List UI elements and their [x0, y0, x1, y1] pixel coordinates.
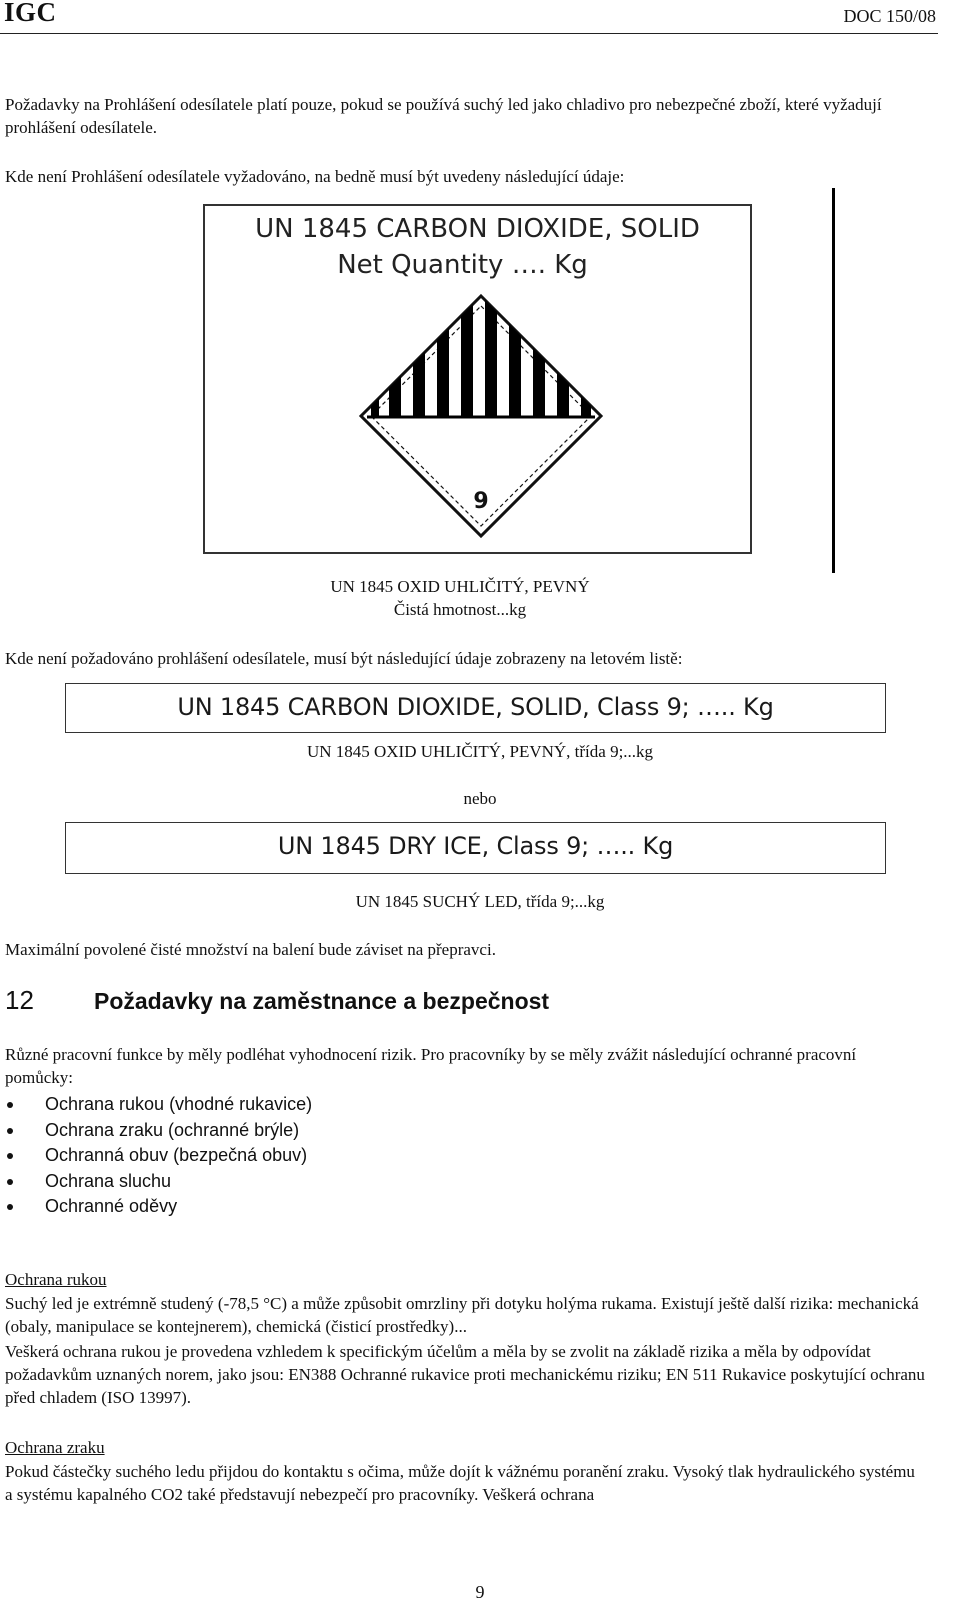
class-number: 9: [473, 489, 489, 514]
eye-protection-heading: Ochrana zraku: [5, 1438, 105, 1457]
max-quantity-note: Maximální povolené čisté množství na balení bude záviset na přepravci.: [5, 940, 496, 959]
header-divider: [0, 33, 938, 34]
section-intro: Různé pracovní funkce by měly podléhat vyhodnocení rizik. Pro pracovníky by se měly zvážit následující ochranné pracovní pomůcky:: [5, 1045, 857, 1087]
airwaybill-strip-dry-ice: UN 1845 DRY ICE, Class 9; ….. Kg: [65, 822, 886, 874]
list-item: Ochranná obuv (bezpečná obuv): [5, 1143, 312, 1169]
bullet-icon: [7, 1153, 13, 1159]
airwaybill-caption-co2: UN 1845 OXID UHLIČITÝ, PEVNÝ, třída 9;...kg: [306, 742, 654, 761]
label-line-1: UN 1845 CARBON DIOXIDE, SOLID: [255, 214, 700, 244]
package-marking-label: [203, 204, 752, 554]
hand-protection-paragraph-1: Suchý led je extrémně studený (-78,5 °C) a může způsobit omrzliny při dotyku holýma rukama. Existují ještě další rizika: mechanická (obaly, manipulace se kontejnerem), chemická (čisticí prostředky)...: [5, 1294, 919, 1336]
class-9-hazard-diamond-icon: [351, 286, 611, 546]
eye-protection-paragraph: Pokud částečky suchého ledu přijdou do kontaktu s očima, může dojít k vážnému poranění zraku. Vysoký tlak hydraulického systému a systému kapalného CO2 také představují nebezpečí pro pracovníky. Veškerá ochrana: [5, 1462, 915, 1504]
section-number: 12: [5, 985, 34, 1015]
page-number: 9: [475, 1582, 485, 1602]
airwaybill-caption-dry-ice: UN 1845 SUCHÝ LED, třída 9;...kg: [355, 892, 605, 911]
revision-change-bar: [832, 188, 835, 573]
airwaybill-strip-co2: UN 1845 CARBON DIOXIDE, SOLID, Class 9; ….. Kg: [65, 683, 886, 733]
list-item: Ochrana zraku (ochranné brýle): [5, 1118, 312, 1144]
label-line-2: Net Quantity …. Kg: [337, 250, 588, 280]
label-caption-line-2: Čistá hmotnost...kg: [393, 600, 527, 619]
list-item: Ochranné oděvy: [5, 1194, 312, 1220]
ppe-list: [5, 1092, 312, 1220]
list-item: Ochrana sluchu: [5, 1169, 312, 1195]
list-item: Ochrana rukou (vhodné rukavice): [5, 1092, 312, 1118]
hand-protection-heading: Ochrana rukou: [5, 1270, 107, 1289]
section-title: Požadavky na zaměstnance a bezpečnost: [94, 988, 550, 1014]
intro-paragraph: Požadavky na Prohlášení odesílatele platí pouze, pokud se používá suchý led jako chladivo pro nebezpečné zboží, které vyžadují prohlášení odesílatele.: [5, 95, 882, 137]
or-separator: nebo: [463, 789, 497, 808]
bullet-icon: [7, 1128, 13, 1134]
bullet-icon: [7, 1179, 13, 1185]
document-org: IGC: [4, 0, 57, 27]
label-caption-line-1: UN 1845 OXID UHLIČITÝ, PEVNÝ: [330, 577, 590, 596]
airwaybill-intro: Kde není požadováno prohlášení odesílatele, musí být následující údaje zobrazeny na letovém listě:: [5, 649, 683, 668]
hand-protection-paragraph-2: Veškerá ochrana rukou je provedena vzhledem k specifickým účelům a měla by se zvolit na základě rizika a měla by odpovídat požadavkům uznaných norem, jako jsou: EN388 Ochranné rukavice proti mechanickému riziku; EN 511 Rukavice poskytující ochranu před chladem (ISO 13997).: [5, 1342, 925, 1407]
bullet-icon: [7, 1204, 13, 1210]
document-id: DOC 150/08: [843, 6, 936, 26]
bullet-icon: [7, 1102, 13, 1108]
package-requirement-paragraph: Kde není Prohlášení odesílatele vyžadováno, na bedně musí být uvedeny následující údaje:: [5, 167, 625, 186]
